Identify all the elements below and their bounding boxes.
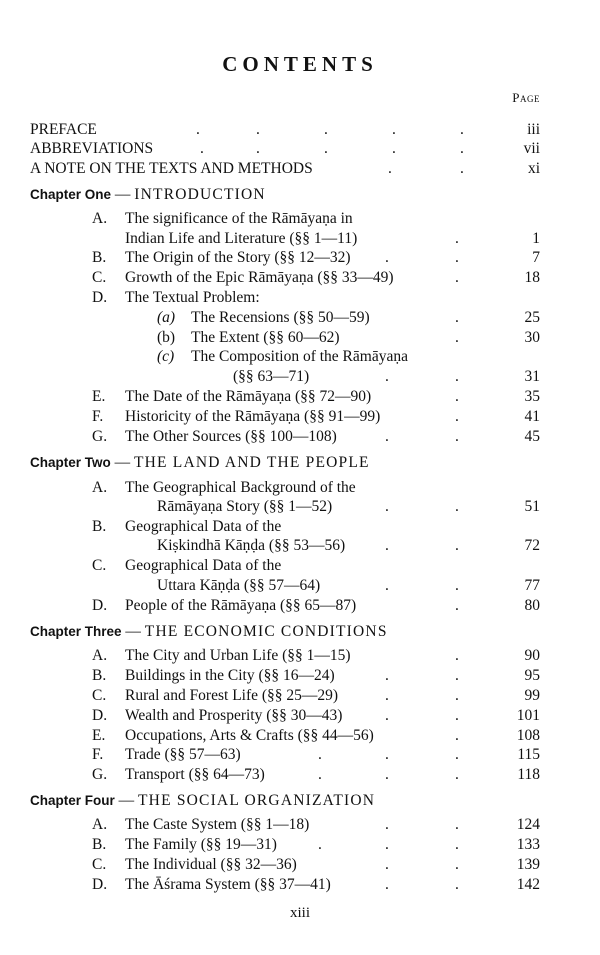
entry-page: 80: [524, 597, 540, 614]
entry-page: 90: [524, 647, 540, 664]
entry-page: 41: [524, 408, 540, 425]
entry-text: Kiṣkindhā Kāṇḍa (§§ 53—56): [157, 537, 346, 554]
toc-entry: E. The Date of the Rāmāyaṇa (§§ 72—90) . 35: [92, 388, 540, 405]
toc-entry: C. The Individual (§§ 32—36) . . 139: [92, 856, 540, 873]
chapter-heading: [0, 453, 600, 473]
chapter-label: Chapter One: [30, 187, 112, 202]
entry-text: The Āśrama System (§§ 37—41): [125, 876, 331, 893]
toc-entry: C. Growth of the Epic Rāmāyaṇa (§§ 33—49) . 18: [92, 269, 540, 286]
chapter-title: THE SOCIAL ORGANIZATION: [138, 792, 376, 809]
entry-page: 101: [516, 707, 540, 724]
entry-text: The Textual Problem:: [125, 289, 260, 306]
entry-text: The Date of the Rāmāyaṇa (§§ 72—90): [125, 388, 372, 405]
entry-letter: A.: [92, 816, 108, 833]
toc-title: ABBREVIATIONS: [30, 140, 154, 157]
entry-text: The Other Sources (§§ 100—108): [125, 428, 337, 445]
toc-entry: B. The Family (§§ 19—31) . . . 133: [92, 836, 540, 853]
entry-letter: B.: [92, 518, 107, 535]
entry-letter: A.: [92, 479, 108, 496]
entry-text: The Individual (§§ 32—36): [125, 856, 297, 873]
toc-entry: [0, 288, 600, 308]
toc-entry: Indian Life and Literature (§§ 1—11) . 1: [125, 230, 540, 247]
entry-text: Transport (§§ 64—73): [125, 766, 265, 783]
entry-page: 115: [517, 746, 540, 763]
toc-entry: D. Wealth and Prosperity (§§ 30—43) . . 101: [92, 707, 540, 724]
entry-letter: B.: [92, 667, 107, 684]
entry-text: Wealth and Prosperity (§§ 30—43): [125, 707, 343, 724]
chapter-title: THE ECONOMIC CONDITIONS: [144, 623, 388, 640]
entry-text: Geographical Data of the: [125, 518, 282, 535]
toc-entry: [0, 209, 600, 229]
toc-entry: C. Rural and Forest Life (§§ 25—29) . . 99: [92, 687, 540, 704]
entry-page: 45: [524, 428, 540, 445]
entry-letter: A.: [92, 210, 108, 227]
entry-page: 99: [524, 687, 540, 704]
entry-text: Historicity of the Rāmāyaṇa (§§ 91—99): [125, 408, 381, 425]
entry-page: 72: [524, 537, 540, 554]
chapter-title: THE LAND AND THE PEOPLE: [134, 454, 370, 471]
entry-text: Uttara Kāṇḍa (§§ 57—64): [157, 577, 321, 594]
page-column-label: Page: [512, 90, 540, 105]
entry-letter: G.: [92, 766, 108, 783]
entry-page: 142: [516, 876, 540, 893]
chapter-label: Chapter Two: [30, 455, 111, 470]
toc-entry: F. Historicity of the Rāmāyaṇa (§§ 91—99) . 41: [92, 408, 540, 425]
toc-entry: G. Transport (§§ 64—73) . . . 118: [92, 766, 540, 783]
chapter-heading: [0, 185, 600, 205]
entry-page: 1: [532, 230, 540, 247]
entry-text: The Recensions (§§ 50—59): [191, 309, 370, 326]
entry-page: 30: [524, 329, 540, 346]
toc-entry: [0, 517, 600, 537]
entry-page: 118: [517, 766, 540, 783]
toc-entry: Uttara Kāṇḍa (§§ 57—64) . . 77: [157, 577, 540, 594]
entry-text: (§§ 63—71): [233, 368, 310, 385]
entry-text: The Origin of the Story (§§ 12—32): [125, 249, 351, 266]
chapter-title: INTRODUCTION: [134, 186, 266, 203]
entry-letter: (a): [157, 309, 176, 326]
entry-letter: B.: [92, 249, 107, 266]
toc-entry: B. Buildings in the City (§§ 16—24) . . 95: [92, 667, 540, 684]
toc-page: iii: [527, 121, 540, 138]
entry-page: 18: [524, 269, 540, 286]
entry-text: The Extent (§§ 60—62): [191, 329, 340, 346]
toc-page: xi: [527, 160, 540, 177]
entry-letter: C.: [92, 856, 107, 873]
entry-page: 133: [516, 836, 540, 853]
entry-letter: C.: [92, 557, 107, 574]
entry-page: 95: [524, 667, 540, 684]
entry-text: Trade (§§ 57—63): [125, 746, 241, 763]
entry-letter: B.: [92, 836, 107, 853]
toc-entry: Kiṣkindhā Kāṇḍa (§§ 53—56) . . 72: [157, 537, 540, 554]
entry-page: 7: [532, 249, 540, 266]
entry-page: 31: [524, 368, 540, 385]
em-dash: —: [125, 623, 145, 640]
entry-page: 124: [516, 816, 540, 833]
toc-title: PREFACE: [30, 121, 97, 138]
toc-entry: (b) The Extent (§§ 60—62) . 30: [157, 329, 540, 346]
entry-letter: C.: [92, 269, 107, 286]
em-dash: —: [118, 792, 139, 809]
entry-letter: G.: [92, 428, 108, 445]
chapter-heading: [0, 791, 600, 811]
toc-entry: D. The Āśrama System (§§ 37—41) . . 142: [92, 876, 540, 893]
toc-entry: Rāmāyaṇa Story (§§ 1—52) . . 51: [157, 498, 540, 515]
entry-page: 77: [524, 577, 540, 594]
entry-text: Buildings in the City (§§ 16—24): [125, 667, 335, 684]
entry-letter: D.: [92, 597, 108, 614]
em-dash: —: [114, 454, 134, 471]
page-number: xiii: [289, 905, 310, 921]
toc-page: vii: [523, 140, 540, 157]
entry-text: The significance of the Rāmāyaṇa in: [125, 210, 353, 227]
entry-page: 25: [524, 309, 540, 326]
chapter-label: Chapter Four: [30, 793, 115, 808]
chapter-heading: [0, 622, 600, 642]
entry-text: The City and Urban Life (§§ 1—15): [125, 647, 351, 664]
toc-entry: F. Trade (§§ 57—63) . . . 115: [92, 746, 540, 763]
entry-text: Occupations, Arts & Crafts (§§ 44—56): [125, 727, 374, 744]
toc-entry: D. People of the Rāmāyaṇa (§§ 65—87) . 80: [92, 597, 540, 614]
entry-letter: E.: [92, 727, 106, 744]
entry-letter: F.: [92, 408, 104, 425]
toc-entry: G. The Other Sources (§§ 100—108) . . 45: [92, 428, 540, 445]
entry-text: Growth of the Epic Rāmāyaṇa (§§ 33—49): [125, 269, 394, 286]
entry-letter: (c): [157, 348, 175, 365]
entry-letter: (b): [157, 329, 176, 346]
entry-text: The Composition of the Rāmāyaṇa: [191, 348, 408, 365]
entry-letter: C.: [92, 687, 107, 704]
entry-text: Rāmāyaṇa Story (§§ 1—52): [157, 498, 333, 515]
entry-page: 51: [524, 498, 540, 515]
chapter-label: Chapter Three: [30, 624, 122, 639]
toc-entry: E. Occupations, Arts & Crafts (§§ 44—56) . 108: [92, 727, 540, 744]
entry-text: Geographical Data of the: [125, 557, 282, 574]
toc-entry: [0, 478, 600, 498]
contents-heading: CONTENTS: [222, 52, 378, 76]
toc-entry: A. The City and Urban Life (§§ 1—15) . 90: [92, 647, 540, 664]
entry-text: Rural and Forest Life (§§ 25—29): [125, 687, 339, 704]
entry-page: 108: [516, 727, 540, 744]
toc-row-abbreviations: ABBREVIATIONS . . . . . vii: [30, 140, 540, 157]
entry-text: The Geographical Background of the: [125, 479, 356, 496]
toc-row-preface: PREFACE . . . . . iii: [30, 121, 540, 138]
entry-letter: D.: [92, 707, 108, 724]
toc-entry: B. The Origin of the Story (§§ 12—32) . . 7: [92, 249, 540, 266]
entry-text: The Family (§§ 19—31): [125, 836, 277, 853]
entry-text: The Caste System (§§ 1—18): [125, 816, 310, 833]
toc-entry: [0, 556, 600, 576]
toc-entry: (a) The Recensions (§§ 50—59) . 25: [157, 309, 540, 326]
entry-page: 35: [524, 388, 540, 405]
toc-row-note: A NOTE ON THE TEXTS AND METHODS . . xi: [30, 160, 540, 177]
entry-page: 139: [516, 856, 540, 873]
toc-entry: A. The Caste System (§§ 1—18) . . 124: [92, 816, 540, 833]
entry-letter: D.: [92, 289, 108, 306]
toc-title: A NOTE ON THE TEXTS AND METHODS: [30, 160, 313, 177]
entry-letter: D.: [92, 876, 108, 893]
entry-letter: E.: [92, 388, 106, 405]
entry-letter: F.: [92, 746, 104, 763]
em-dash: —: [114, 186, 135, 203]
toc-entry: (§§ 63—71) . . 31: [233, 368, 540, 385]
entry-text: Indian Life and Literature (§§ 1—11): [125, 230, 358, 247]
entry-letter: A.: [92, 647, 108, 664]
toc-entry: [0, 347, 600, 367]
entry-text: People of the Rāmāyaṇa (§§ 65—87): [125, 597, 357, 614]
